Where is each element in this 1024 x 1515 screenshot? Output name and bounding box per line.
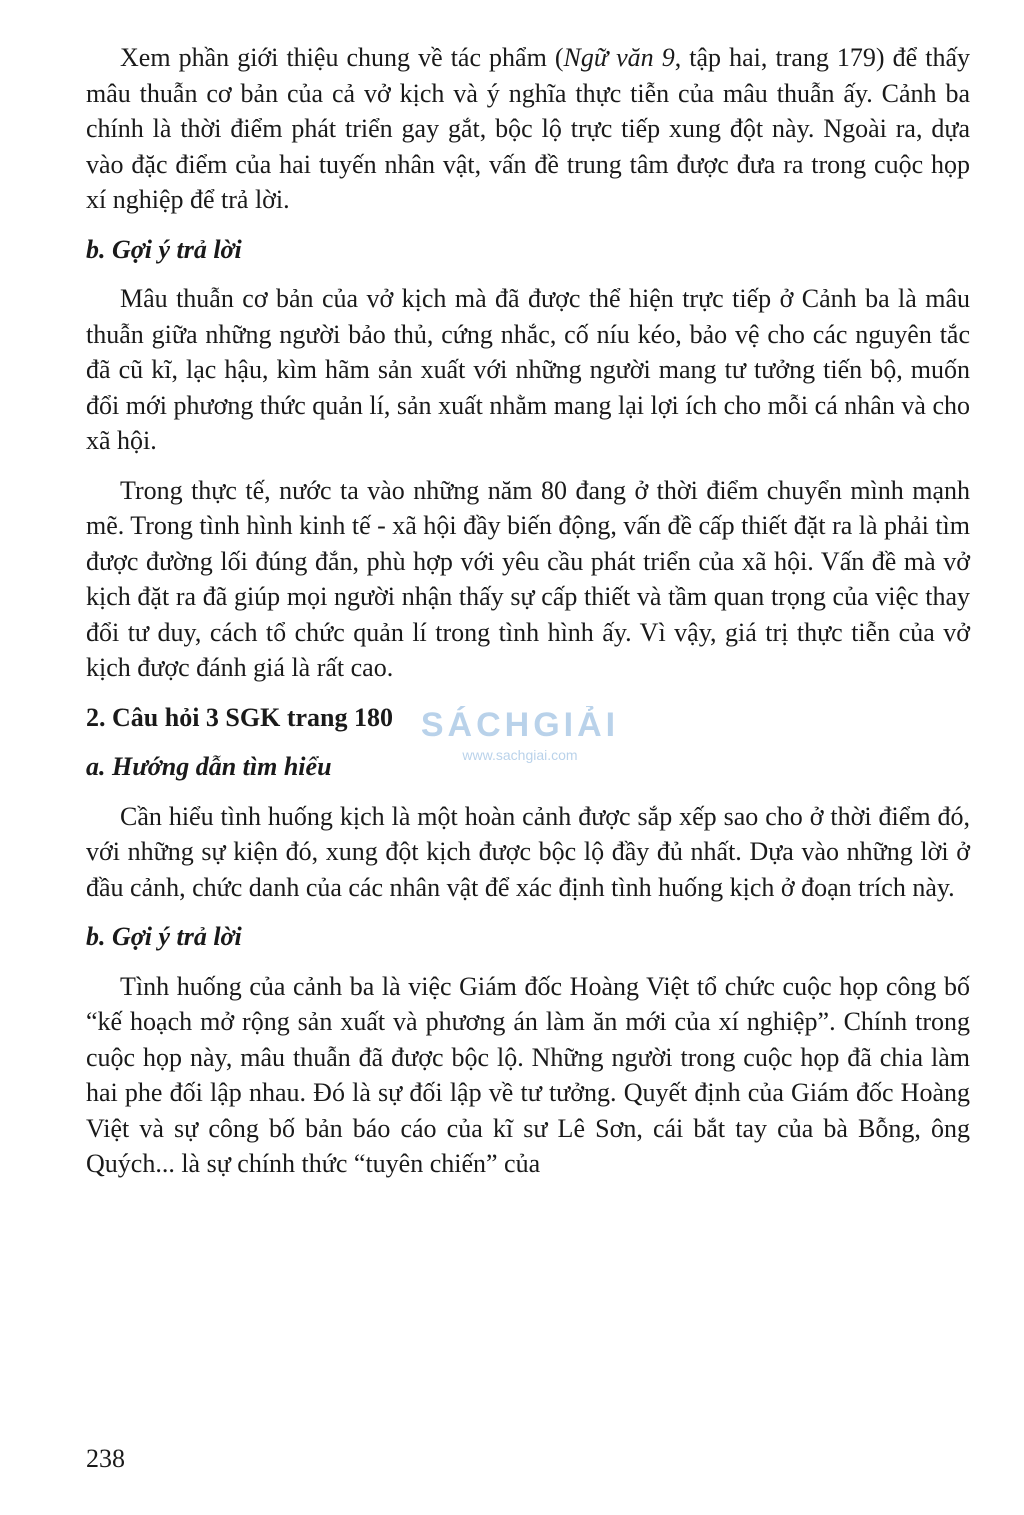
answer-paragraph-2: Trong thực tế, nước ta vào những năm 80 đang ở thời điểm chuyển mình mạnh mẽ. Trong tình hình kinh tế - xã hội đầy biến động, vấn đề cấp thiết đặt ra là phải tìm được đường lối đúng đắn, phù hợp với yêu cầu phát triển của xã hội. Vấn đề mà vở kịch đặt ra đã giúp mọi người nhận thấy sự cấp thiết và tầm quan trọng của việc thay đổi tư duy, cách tổ chức quản lí trong tình hình ấy. Vì vậy, giá trị thực tiễn của vở kịch được đánh giá là rất cao. bbox=[86, 475, 970, 682]
guide-paragraph: Cần hiểu tình huống kịch là một hoàn cảnh được sắp xếp sao cho ở thời điểm đó, với những sự kiện đó, xung đột kịch được bộc lộ đầy đủ nhất. Dựa vào những lời ở đầu cảnh, chức danh của các nhân vật để xác định tình huống kịch ở đoạn trích này. bbox=[86, 801, 970, 902]
answer-heading-1: b. Gợi ý trả lời bbox=[86, 234, 242, 264]
question-3-heading: 2. Câu hỏi 3 SGK trang 180 bbox=[86, 702, 393, 732]
intro-paragraph: Xem phần giới thiệu chung về tác phẩm (Ngữ văn 9, tập hai, trang 179) để thấy mâu thuẫn cơ bản của cả vở kịch và ý nghĩa thực tiễn của mâu thuẫn ấy. Cảnh ba chính là thời điểm phát triển gay gắt, bộc lộ trực tiếp xung đột này. Ngoài ra, dựa vào đặc điểm của hai tuyến nhân vật, vấn đề trung tâm được đưa ra trong cuộc họp xí nghiệp để trả lời. bbox=[86, 43, 970, 214]
book-title: Ngữ văn 9 bbox=[563, 43, 675, 72]
watermark-url: www.sachgiai.com bbox=[462, 747, 578, 763]
page-number: 238 bbox=[86, 1444, 125, 1473]
guide-heading: a. Hướng dẫn tìm hiểu bbox=[86, 752, 332, 781]
answer-paragraph-1: Mâu thuẫn cơ bản của vở kịch mà đã được thể hiện trực tiếp ở Cảnh ba là mâu thuẫn giữa những người bảo thủ, cứng nhắc, cố níu kéo, bảo vệ cho các nguyên tắc đã cũ kĩ, lạc hậu, kìm hãm sản xuất với những người mang tư tưởng tiến bộ, muốn đổi mới phương thức quản lí, sản xuất nhằm mang lại lợi ích cho mỗi cá nhân và cho xã hội. bbox=[86, 284, 970, 455]
answer-heading-2: b. Gợi ý trả lời bbox=[86, 922, 242, 951]
answer-paragraph-3: Tình huống của cảnh ba là việc Giám đốc Hoàng Việt tổ chức cuộc họp công bố “kế hoạch mở rộng sản xuất và phương án làm ăn mới của xí nghiệp”. Chính trong cuộc họp này, mâu thuẫn đã được bộc lộ. Những người trong cuộc họp đã chia làm hai phe đối lập nhau. Đó là sự đối lập về tư tưởng. Quyết định của Giám đốc Hoàng Việt và sự công bố bản báo cáo của kĩ sư Lê Sơn, cái bắt tay của bà Bỗng, ông Quých... là sự chính thức “tuyên chiến” của bbox=[86, 971, 970, 1178]
page-body bbox=[86, 40, 970, 1182]
watermark-logo: SÁCHGIẢI bbox=[420, 706, 620, 744]
